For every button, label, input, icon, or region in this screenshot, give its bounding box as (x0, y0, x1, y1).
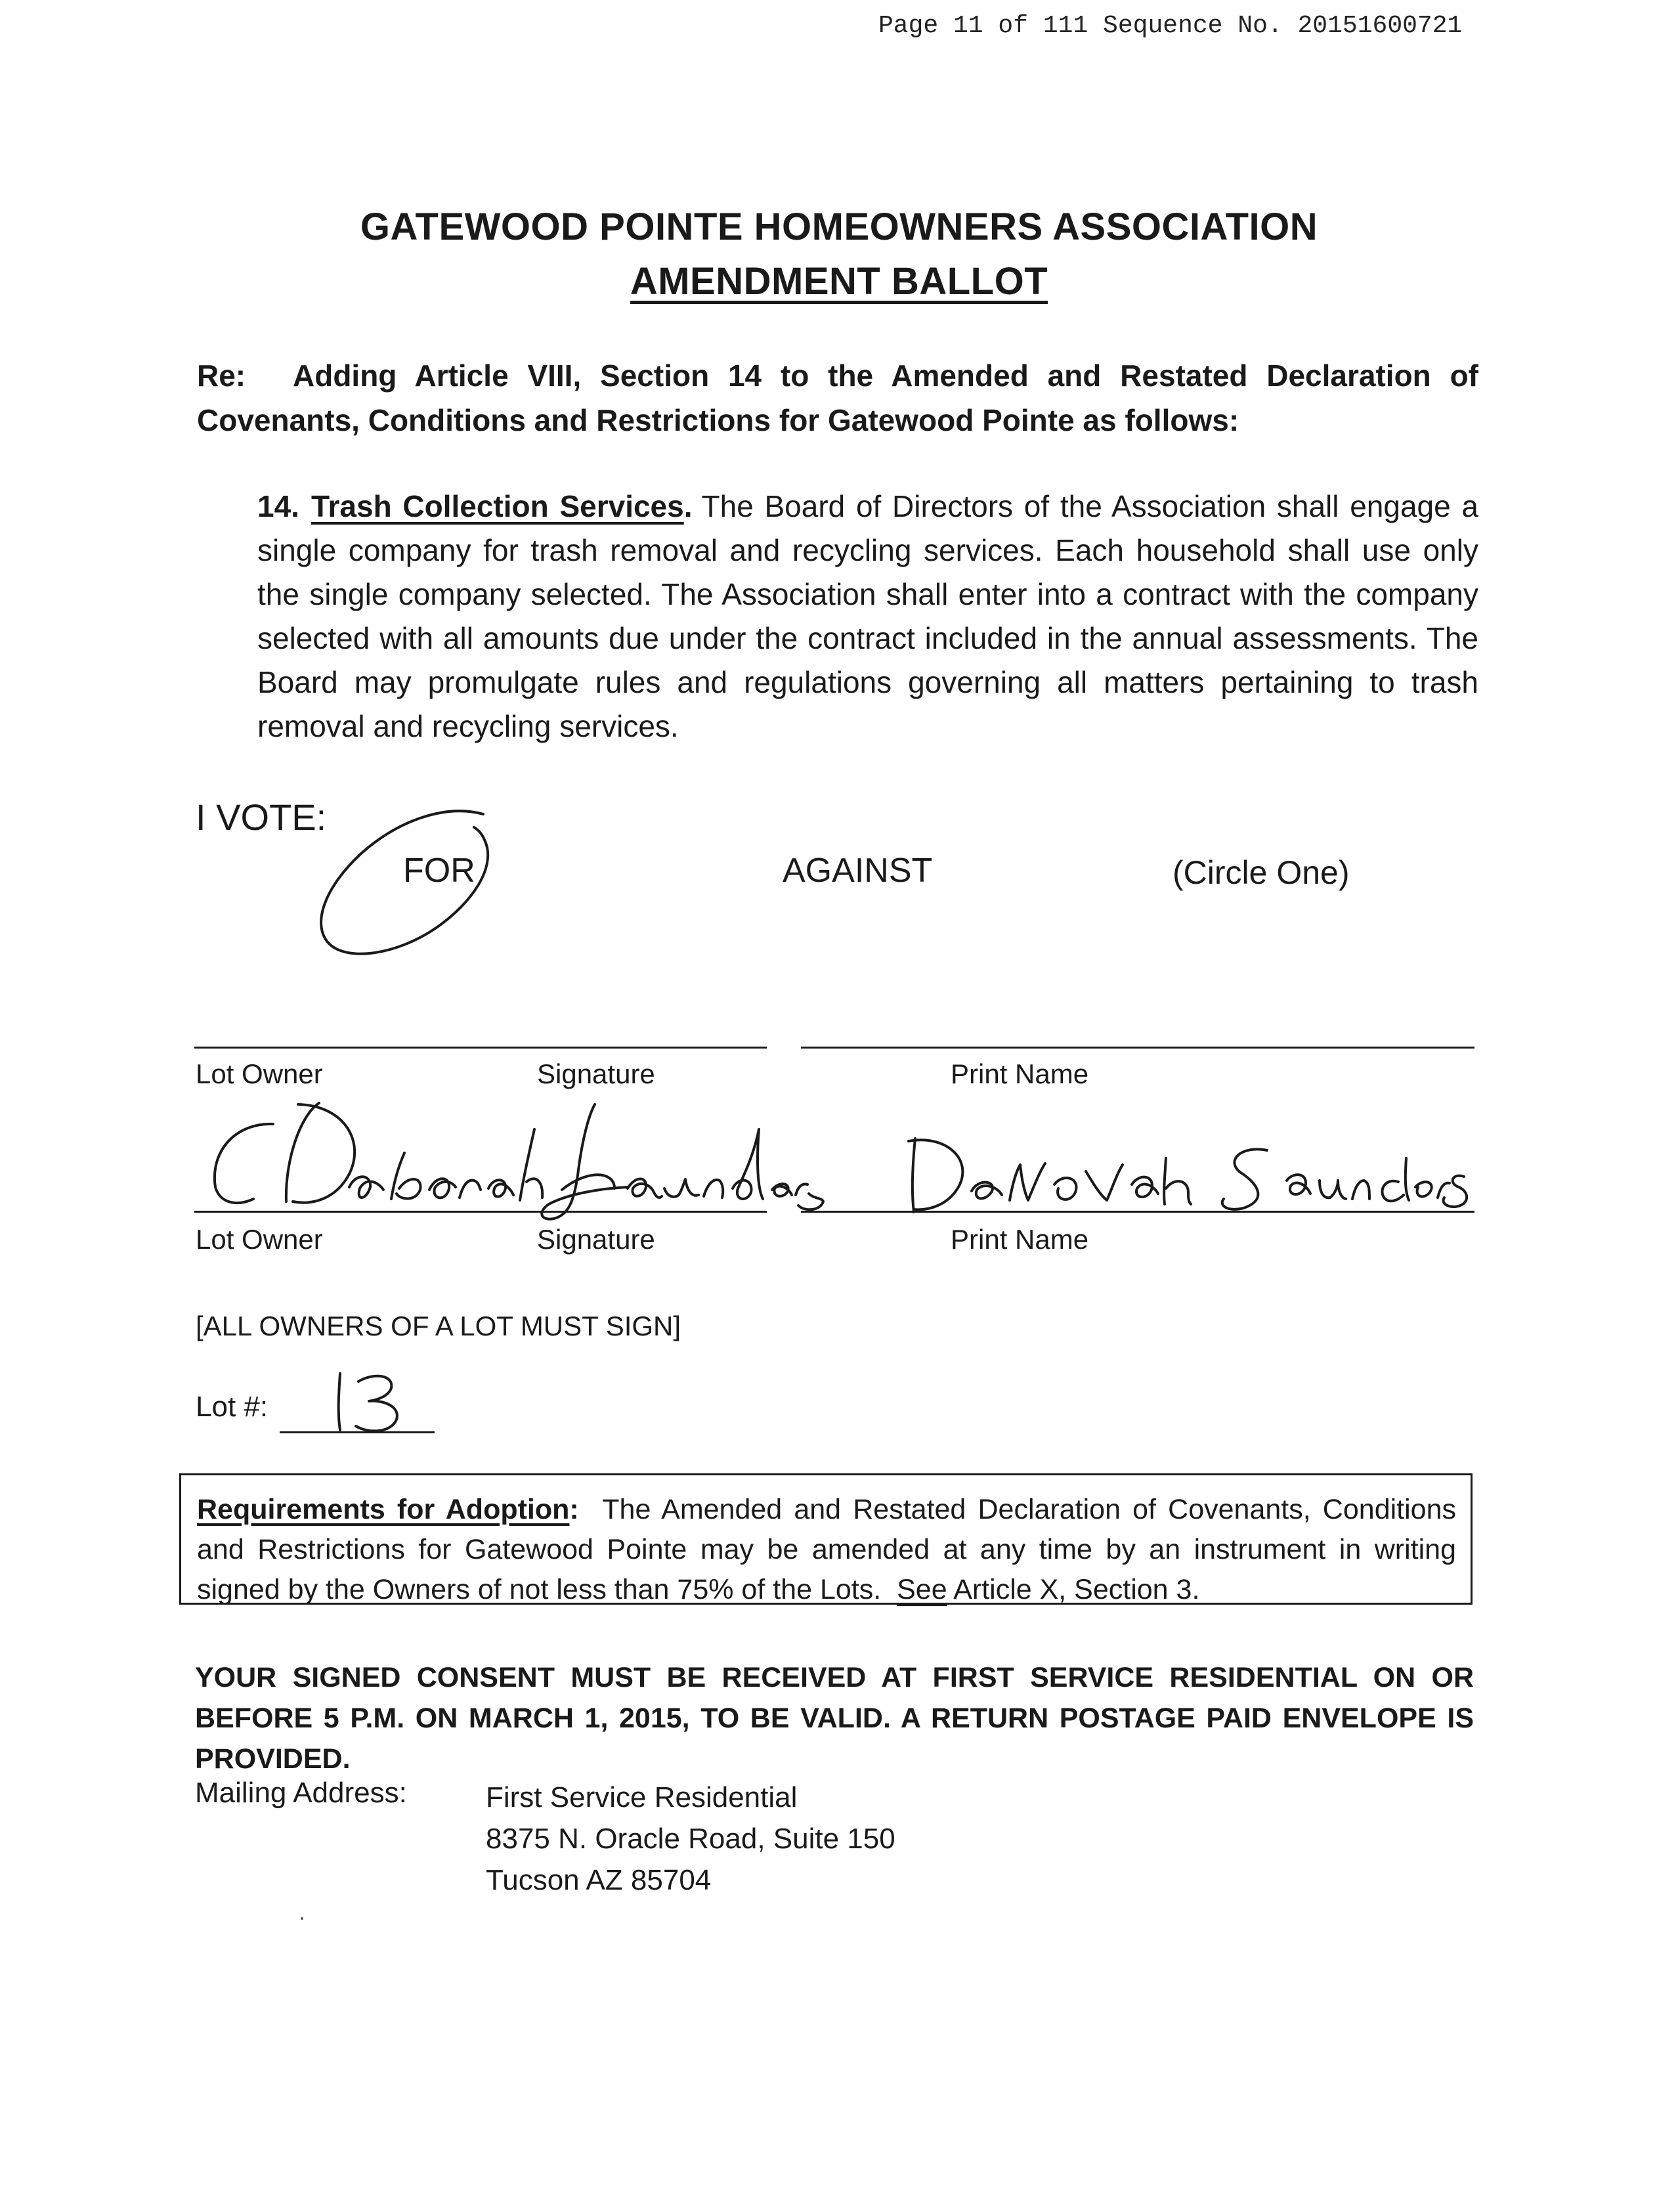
re-text: Adding Article VIII, Section 14 to the Amended and Restated Declaration of Covenants, Conditions and Restrictions for Gatewood Pointe as follows: (197, 358, 1478, 437)
article-section-14 (257, 485, 1478, 748)
article-heading: Trash Collection Services (311, 489, 684, 523)
requirements-see: See (897, 1574, 947, 1605)
print-name-line-1[interactable] (801, 1047, 1474, 1049)
requirements-reference: Article X, Section 3. (953, 1574, 1200, 1605)
page-sequence-header: Page 11 of 111 Sequence No. 20151600721 (878, 12, 1463, 40)
lot-owner-label-2: Lot Owner (196, 1224, 323, 1255)
signature-label-2: Signature (537, 1224, 655, 1255)
deadline-notice: YOUR SIGNED CONSENT MUST BE RECEIVED AT FIRST SERVICE RESIDENTIAL ON OR BEFORE 5 P.M. ON MARCH 1, 2015, TO BE VALID. A RETURN POSTAGE PAID ENVELOPE IS PROVIDED. (195, 1662, 1474, 1775)
vote-option-against[interactable]: AGAINST (783, 852, 933, 890)
mailing-address (486, 1777, 895, 1901)
mailing-address-line-3: Tucson AZ 85704 (486, 1864, 712, 1896)
vote-instruction: (Circle One) (1172, 854, 1350, 891)
requirements-heading: Requirements for Adoption (197, 1494, 570, 1525)
mailing-address-line-1: First Service Residential (486, 1781, 798, 1813)
lot-owner-label-1: Lot Owner (196, 1058, 323, 1089)
lot-number-label: Lot #: (196, 1391, 269, 1423)
print-name-line-2[interactable] (801, 1211, 1474, 1213)
ballot-title: AMENDMENT BALLOT (630, 260, 1048, 303)
re-statement (197, 353, 1478, 443)
mailing-address-label: Mailing Address: (195, 1777, 407, 1809)
signature-label-1: Signature (537, 1058, 655, 1089)
article-heading-period: . (683, 489, 693, 523)
signature-line-1[interactable] (194, 1047, 767, 1049)
print-name-label-1: Print Name (951, 1058, 1089, 1089)
lot-number-handwritten (328, 1370, 414, 1435)
print-name-label-2: Print Name (951, 1224, 1089, 1255)
all-owners-note: [ALL OWNERS OF A LOT MUST SIGN] (196, 1311, 681, 1341)
mailing-address-line-2: 8375 N. Oracle Road, Suite 150 (486, 1823, 895, 1855)
handwritten-signature (194, 1090, 825, 1234)
scan-speck (301, 1917, 303, 1920)
requirements-box (179, 1473, 1473, 1605)
vote-option-for[interactable]: FOR (403, 852, 475, 890)
vote-label: I VOTE: (196, 796, 327, 838)
requirements-colon: : (569, 1494, 579, 1525)
requirements-body: The Amended and Restated Declaration of Covenants, Conditions and Restrictions for Gatewood Pointe may be amended at any time by an instrument in writing signed by the Owners of not less than 75% of the Lots. (197, 1494, 1456, 1605)
association-title: GATEWOOD POINTE HOMEOWNERS ASSOCIATION (360, 206, 1318, 248)
article-number: 14. (257, 489, 299, 523)
re-label: Re: (197, 358, 246, 393)
handwritten-print-name (899, 1132, 1477, 1217)
signature-line-2[interactable] (194, 1211, 767, 1213)
article-body: The Board of Directors of the Association shall engage a single company for trash removal and recycling services. Each household shall use only the single company selected. The Association shall enter into a contract with the company selected with all amounts due under the contract included in the annual assessments. The Board may promulgate rules and regulations governing all matters pertaining to trash removal and recycling services. (257, 489, 1479, 743)
